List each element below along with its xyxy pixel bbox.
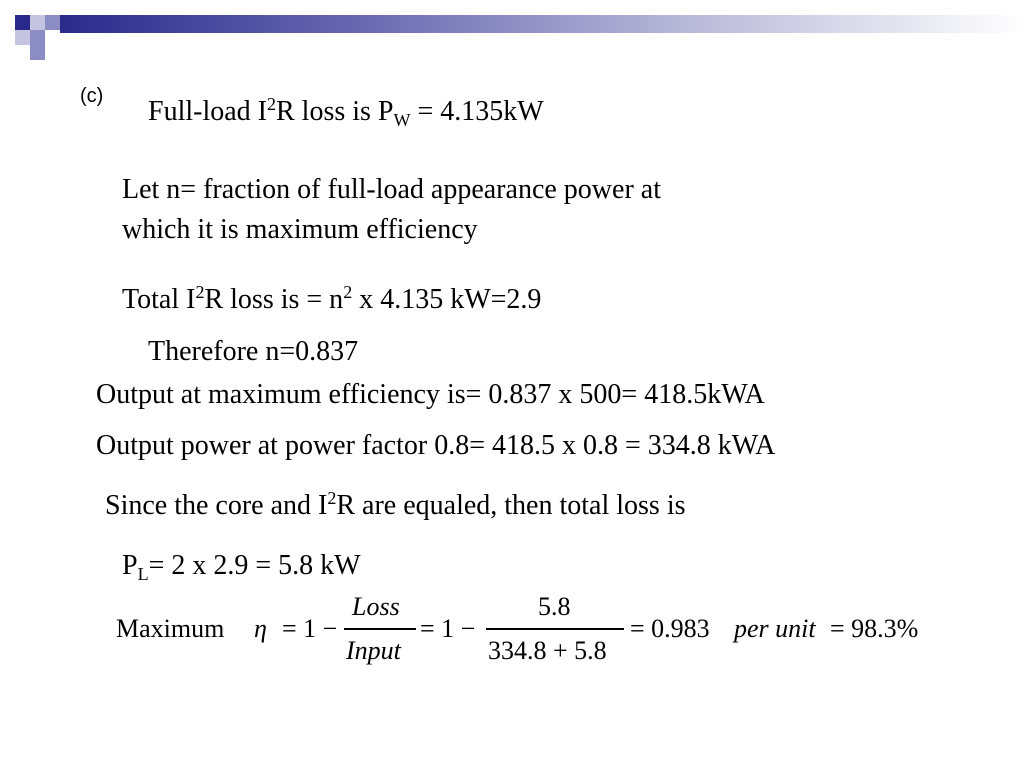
efficiency-equation — [112, 592, 952, 668]
line-output-max-eff: Output at maximum efficiency is= 0.837 x 500= 418.5kWA — [96, 379, 765, 410]
header-square-light — [30, 15, 45, 30]
header-square-pale — [15, 30, 30, 45]
eq-sign-1: = 1 − — [282, 614, 338, 643]
line-core-loss: Since the core and $I^2R$ are equaled, then total loss is — [105, 488, 686, 521]
header-square-mid-2 — [30, 30, 45, 45]
line-full-load-loss: Full-load $I^2R$ loss is $P_W = 4.135kW$ — [148, 94, 544, 130]
eq-result-pu: = 0.983 — [630, 614, 710, 643]
header-gradient-bar — [60, 15, 1024, 33]
eq-word: Maximum — [116, 614, 225, 643]
eq-fraction-bar-2 — [486, 628, 624, 630]
line-therefore: Therefore n=0.837 — [148, 336, 359, 367]
part-label: (c) — [80, 85, 104, 107]
eq-den-value: 334.8 + 5.8 — [488, 636, 607, 665]
header-square-light-2 — [30, 45, 45, 60]
header-square-dark — [15, 15, 30, 30]
eq-den-input: Input — [346, 636, 401, 665]
line-pl: $P_L= 2$ x 2.9 = 5.8 kW — [122, 550, 361, 584]
eq-eta: η — [254, 614, 267, 643]
eq-num-value: 5.8 — [538, 592, 571, 621]
line-output-power: Output power at power factor 0.8= 418.5 x 0.8 = 334.8 kWA — [96, 430, 776, 461]
eq-sign-2: = 1 − — [420, 614, 476, 643]
line-let-n-1: Let n= fraction of full-load appearance power at — [122, 174, 661, 205]
eq-result-pct: = 98.3% — [830, 614, 919, 643]
eq-unit: per unit — [734, 614, 816, 643]
eq-num-loss: Loss — [352, 592, 400, 621]
line-total-loss: Total $I^2R$ loss is = $n^2$ x 4.135 kW=2.9 — [122, 282, 542, 315]
eq-fraction-bar-1 — [344, 628, 416, 630]
line-let-n-2: which it is maximum efficiency — [122, 214, 478, 245]
header-square-mid — [45, 15, 60, 30]
